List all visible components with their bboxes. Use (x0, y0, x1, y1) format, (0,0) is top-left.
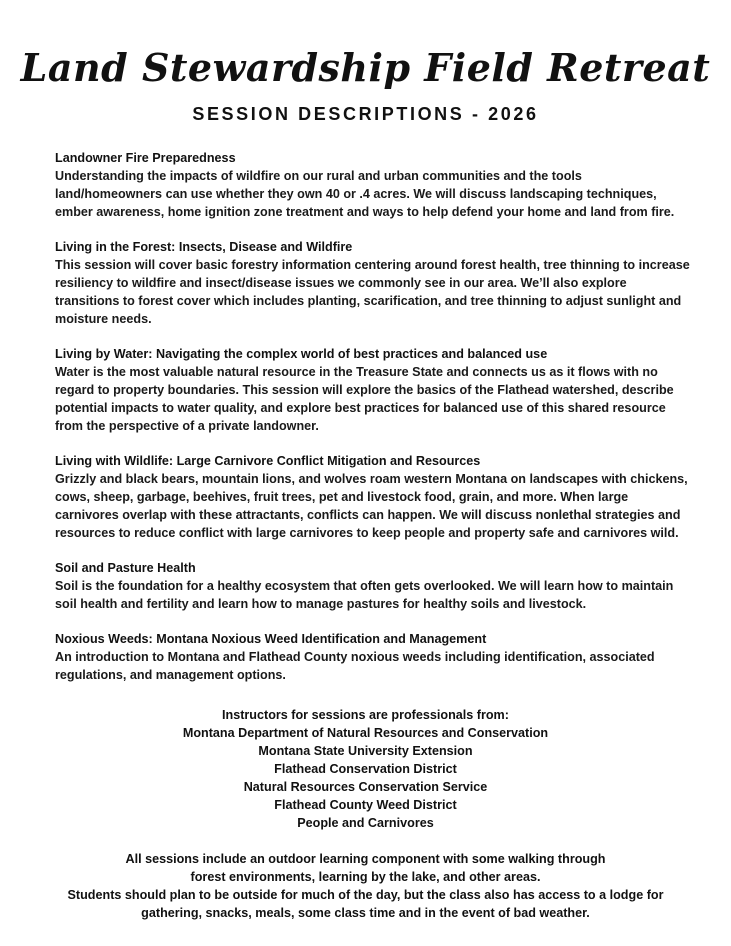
description-line: This session will cover basic forestry information centering around forest health, tree thinning to increase (55, 258, 690, 272)
document-subtitle: SESSION DESCRIPTIONS - 2026 (192, 104, 539, 124)
instructors-heading: Instructors for sessions are professionals from: (222, 708, 509, 722)
session-description (55, 167, 705, 221)
session-description (55, 470, 705, 542)
description-line: moisture needs. (55, 312, 152, 326)
description-line: regulations, and management options. (55, 668, 286, 682)
session-forest (55, 238, 705, 328)
session-description (55, 256, 705, 328)
description-line: ember awareness, home ignition zone treatment and ways to help defend your home and land from fire. (55, 205, 675, 219)
session-title: Living with Wildlife: Large Carnivore Conflict Mitigation and Resources (55, 454, 481, 468)
description-line: land/homeowners can use whether they own 40 or .4 acres. We will discuss landscaping techniques, (55, 187, 657, 201)
instructor-organization: Montana Department of Natural Resources and Conservation (182, 726, 549, 740)
description-line: Soil is the foundation for a healthy ecosystem that often gets overlooked. We will learn how to maintain (55, 579, 674, 593)
footer-line: Students should plan to be outside for much of the day, but the class also has access to a lodge for (67, 888, 664, 902)
session-title: Living by Water: Navigating the complex world of best practices and balanced use (55, 347, 548, 361)
description-line: An introduction to Montana and Flathead County noxious weeds including identification, associated (55, 650, 655, 664)
session-wildlife (55, 452, 705, 542)
instructor-organization: Flathead County Weed District (274, 798, 457, 812)
session-title: Noxious Weeds: Montana Noxious Weed Identification and Management (55, 632, 487, 646)
description-line: potential impacts to water quality, and explore best practices for balanced use of this shared resource (55, 401, 666, 415)
description-line: regard to property boundaries. This session will explore the basics of the Flathead watershed, describe (55, 383, 674, 397)
session-noxious-weeds (55, 630, 705, 684)
session-description (55, 363, 705, 435)
description-line: Water is the most valuable natural resource in the Treasure State and connects us as it flows with no (55, 365, 658, 379)
session-soil-pasture (55, 559, 705, 613)
session-title: Landowner Fire Preparedness (55, 151, 236, 165)
description-line: from the perspective of a private landowner. (55, 419, 319, 433)
description-line: transitions to forest cover which includes planting, scarification, and tree thinning to adjust sunlight and (55, 294, 682, 308)
description-line: Grizzly and black bears, mountain lions, and wolves roam western Montana on landscapes with chickens, (55, 472, 688, 486)
instructor-organization: Montana State University Extension (258, 744, 473, 758)
footer-line: gathering, snacks, meals, some class time and in the event of bad weather. (141, 906, 590, 920)
description-line: cows, sheep, garbage, beehives, fruit trees, pet and livestock food, grain, and more. When large (55, 490, 629, 504)
description-line: carnivores overlap with these attractants, conflicts can happen. We will discuss nonlethal strategies and (55, 508, 681, 522)
session-title: Living in the Forest: Insects, Disease and Wildfire (55, 240, 353, 254)
instructors-section (0, 706, 731, 832)
session-fire-preparedness (55, 149, 705, 221)
instructor-organization: People and Carnivores (297, 816, 434, 830)
session-list (55, 149, 705, 701)
footer-line: forest environments, learning by the lake, and other areas. (190, 870, 541, 884)
instructor-organization: Natural Resources Conservation Service (243, 780, 488, 794)
description-line: resources to reduce conflict with large carnivores to keep people and property safe and carnivores wild. (55, 526, 679, 540)
description-line: soil health and fertility and learn how to manage pastures for healthy soils and livestock. (55, 597, 587, 611)
document-title: Land Stewardship Field Retreat (20, 45, 711, 90)
session-title: Soil and Pasture Health (55, 561, 196, 575)
description-line: resiliency to wildfire and insect/disease issues we commonly see in our area. We’ll also explore (55, 276, 627, 290)
session-description (55, 577, 705, 613)
footer-line: All sessions include an outdoor learning component with some walking through (125, 852, 606, 866)
instructor-organization: Flathead Conservation District (274, 762, 457, 776)
footer-note (0, 850, 731, 922)
session-water (55, 345, 705, 435)
description-line: Understanding the impacts of wildfire on our rural and urban communities and the tools (55, 169, 582, 183)
session-description (55, 648, 705, 684)
